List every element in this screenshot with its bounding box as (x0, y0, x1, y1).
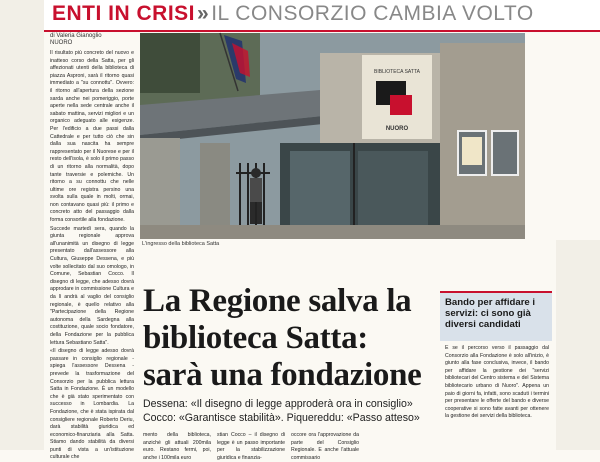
kicker-separator: » (197, 2, 210, 25)
article-headline: La Regione salva la biblioteca Satta: sarà una fondazione (143, 283, 422, 393)
article-place: NUORO (50, 40, 73, 46)
photo-caption: L'ingresso della biblioteca Satta (142, 241, 220, 247)
paragraph: Succede martedì sera, quando la giunta regionale approva all'unanimità un disegno di legge presentato dall'assessore alla Cultura, Giuseppe Dessena, e più volte sollecitato dal suo omologo, in Comune, Sebastian Cocco. Il disegno di legge, che adesso dovrà approdare in commissione Cultura e da lì andrà al vaglio del consiglio regionale, è quello relativo alla "Partecipazione della Regione autonoma della Sardegna alla costituzione, quale socio fondatore, della Fondazione per la pubblica lettura Sebastiano Satta". (50, 225, 134, 346)
page-margin-right (556, 240, 600, 450)
sidebar-box-text: E se il percorso verso il passaggio dal Consorzio alla Fondazione è solo all'inizio, è giunto alla fase conclusiva, invece, il bando per affidare la gestione dei "servizi bibliotecari del Centro sistema e del Sistema bibliotecario urbano di Nuoro". Appena un paio di giorni fa, infatti, sono scaduti i termini per presentare le offerte del bando e diverse cooperative si sono fatte avanti per ottenere la gestione dei servizi della biblioteca. (445, 345, 549, 420)
body-column: occore ora l'approvazione da parte del Consiglio Regionale. E anche l'attuale commissario (291, 432, 359, 461)
left-text-column (50, 50, 134, 461)
paragraph: Il risultato più concreto del nuovo e inatteso corso della Satta, per gli affezionati utenti della biblioteca di piazza Asproni, sarà il ritorno quasi immediato a "su connottu". Ovvero: il ritorno all'apertura della sezione sarda anche nei pomeriggio, porte aperte nella sede centrale anche il sabato mattina, servizi migliori e un organico adeguato alle esigenze. Per l'edificio a due passi dalla Cattedrale e per tutto ciò che sin dalla sua nascita ha sempre rappresentato per il Nuorese e per il resto dell'isola, è solo il primo passo di un ritorno alla normalità, dopo tante traversie e polemiche. Un ritorno a su connottu che nelle ultime ore registra persino una svolta sulla quale in molti, ormai, non contavano quasi più: il primo e concreto atto del passaggio dalla forma consortile alla fondazione. (50, 50, 134, 224)
sidebar-box-header (440, 291, 552, 341)
page-margin-left (0, 0, 44, 450)
article-deck (143, 397, 435, 425)
sidebar-box-title: Bando per affidare i servizi: ci sono già diversi candidati (445, 297, 536, 330)
body-column: stian Cocco – il disegno di legge è un passo importante per la stabilizzazione giuridica e finanzia- (217, 432, 285, 461)
sidebar-box (440, 291, 552, 450)
header-rule (44, 30, 600, 32)
photo-sign-sub: NUORO (385, 126, 409, 132)
deck-line: Dessena: «Il disegno di legge approderà ora in consiglio» (143, 398, 413, 410)
section-kicker (52, 2, 534, 26)
kicker-label: ENTI IN CRISI (52, 2, 196, 25)
kicker-subtitle: IL CONSORZIO CAMBIA VOLTO (211, 2, 534, 25)
article-photo (140, 33, 525, 239)
article-body-columns (143, 432, 435, 461)
photo-sign-text: BIBLIOTECA SATTA (374, 69, 420, 75)
article-byline: di Valeria Gianoglio (50, 33, 102, 39)
section-header (44, 0, 600, 30)
deck-line: Cocco: «Garantisce stabilità». Piquereddu: «Passo atteso» (143, 412, 420, 424)
paragraph: «Il disegno di legge adesso dovrà passare in consiglio regionale - spiega l'assessore Dessena - prevede la trasformazione del Consorzio per la pubblica lettura Satta in Fondazione. È un modello che è già stato sperimentato con successo in Lombardia. La Fondazione, che è stata ispirata dal consigliere regionale Roberto Deriu, darà stabilità giuridica ed economico-finanziaria alla Satta. Stiamo dando stabilità da diversi punti di vista a un'istituzione culturale che (50, 348, 134, 461)
body-column: mento della biblioteca, anziché gli attuali 200mila euro. Restano fermi, poi, anche i 100mila euro (143, 432, 211, 461)
library-entrance-illustration (140, 33, 525, 239)
